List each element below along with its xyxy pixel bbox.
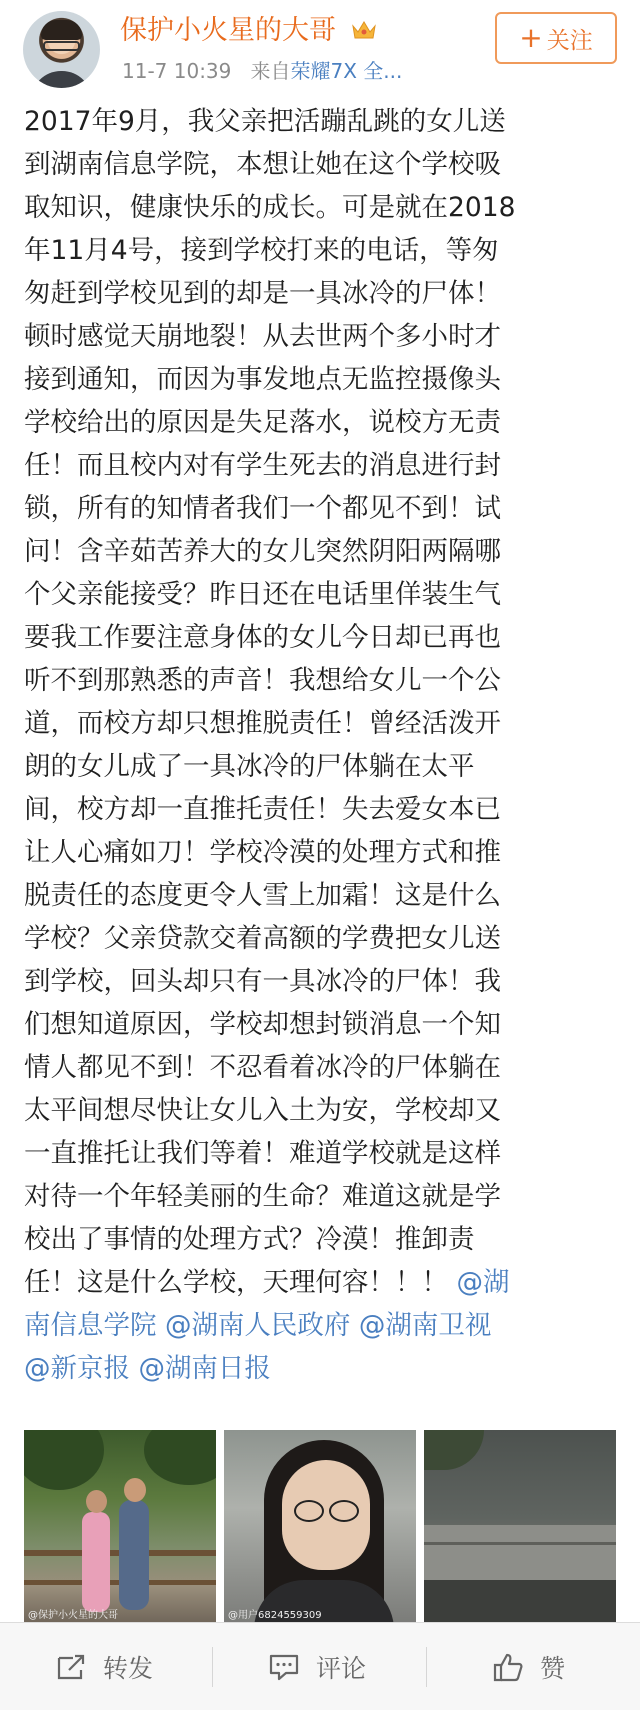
- post-line: 取知识，健康快乐的成长。可是就在2018: [24, 192, 516, 223]
- post-line: 间，校方却一直推托责任！失去爱女本已: [24, 794, 501, 825]
- post-body: [24, 100, 620, 1390]
- thumbs-up-icon: [492, 1652, 524, 1682]
- photo-grid: [24, 1430, 616, 1625]
- avatar-glasses: [43, 41, 80, 51]
- like-label: 赞: [540, 1654, 566, 1683]
- comment-label: 评论: [316, 1654, 367, 1683]
- divider: [426, 1647, 427, 1687]
- username[interactable]: [120, 8, 377, 47]
- stone-wall: [424, 1525, 616, 1580]
- post-header: [0, 0, 640, 100]
- photo-watermark: @保护小火星的大哥: [28, 1610, 118, 1621]
- mention-link[interactable]: @湖南日报: [138, 1353, 271, 1384]
- post-timestamp: 11-7 10:39: [122, 59, 232, 83]
- post-line: 一直推托让我们等着！难道学校就是这样: [24, 1138, 501, 1169]
- post-meta: [122, 55, 402, 84]
- post-line: [24, 1304, 620, 1347]
- vip-crown-icon: [351, 18, 377, 42]
- post-line: 校出了事情的处理方式？冷漠！推卸责: [24, 1224, 475, 1255]
- post-line: 让人心痛如刀！学校冷漠的处理方式和推: [24, 837, 501, 868]
- follow-label: 关注: [546, 27, 593, 54]
- post-line: 任！而且校内对有学生死去的消息进行封: [24, 450, 501, 481]
- post-line: 顿时感觉天崩地裂！从去世两个多小时才: [24, 321, 501, 352]
- repost-button[interactable]: [55, 1623, 153, 1710]
- post-line: 学校给出的原因是失足落水，说校方无责: [24, 407, 501, 438]
- repost-icon: [55, 1652, 87, 1682]
- post-line: 2017年9月，我父亲把活蹦乱跳的女儿送: [24, 106, 506, 137]
- post-line: [24, 1347, 620, 1390]
- post-line: 情人都见不到！不忍看着冰冷的尸体躺在: [24, 1052, 501, 1083]
- post-text: 任！这是什么学校，天理何容！！！: [24, 1267, 448, 1298]
- post-line: 到湖南信息学院，本想让她在这个学校吸: [24, 149, 501, 180]
- avatar-hair: [41, 20, 82, 40]
- post-line: 匆赶到学校见到的却是一具冰冷的尸体！: [24, 278, 501, 309]
- device-link[interactable]: 荣耀7X 全...: [290, 59, 403, 83]
- username-text[interactable]: 保护小火星的大哥: [120, 15, 336, 46]
- post-line: 听不到那熟悉的声音！我想给女儿一个公: [24, 665, 501, 696]
- divider: [212, 1647, 213, 1687]
- follow-button[interactable]: [495, 12, 617, 64]
- foliage: [424, 1430, 484, 1470]
- repost-label: 转发: [103, 1654, 154, 1683]
- person-figure: [82, 1512, 110, 1612]
- post-line: 个父亲能接受？昨日还在电话里佯装生气: [24, 579, 501, 610]
- comment-button[interactable]: [268, 1623, 366, 1710]
- glasses-icon: [329, 1500, 359, 1522]
- post-line: 对待一个年轻美丽的生命？难道这就是学: [24, 1181, 501, 1212]
- post-line: 太平间想尽快让女儿入土为安，学校却又: [24, 1095, 501, 1126]
- post-line: 朗的女儿成了一具冰冷的尸体躺在太平: [24, 751, 475, 782]
- avatar-shirt: [31, 71, 92, 88]
- post-line: 锁，所有的知情者我们一个都见不到！试: [24, 493, 501, 524]
- water-area: [424, 1580, 616, 1625]
- post-line: 要我工作要注意身体的女儿今日却已再也: [24, 622, 501, 653]
- post-line: [24, 1261, 620, 1304]
- like-button[interactable]: [492, 1623, 565, 1710]
- mention-link[interactable]: @新京报: [24, 1353, 130, 1384]
- action-bar: [0, 1622, 640, 1710]
- mention-link[interactable]: @湖: [456, 1267, 510, 1298]
- person-figure: [119, 1500, 149, 1610]
- source-prefix: 来自: [250, 59, 291, 83]
- photo-thumbnail[interactable]: [424, 1430, 616, 1625]
- photo-thumbnail[interactable]: [224, 1430, 416, 1625]
- post-line: 学校？父亲贷款交着高额的学费把女儿送: [24, 923, 501, 954]
- plus-icon: +: [519, 20, 543, 54]
- post-line: 脱责任的态度更令人雪上加霜！这是什么: [24, 880, 501, 911]
- photo-thumbnail[interactable]: [24, 1430, 216, 1625]
- post-line: 们想知道原因，学校却想封锁消息一个知: [24, 1009, 501, 1040]
- post-line: 到学校，回头却只有一具冰冷的尸体！我: [24, 966, 501, 997]
- comment-icon: [268, 1652, 300, 1682]
- mention-link[interactable]: @湖南人民政府: [164, 1310, 351, 1341]
- post-line: 年11月4号，接到学校打来的电话，等匆: [24, 235, 499, 266]
- mention-link[interactable]: @湖南卫视: [358, 1310, 492, 1341]
- photo-watermark: @用户6824559309: [228, 1610, 322, 1621]
- stone-wall-edge: [424, 1542, 616, 1545]
- mention-link[interactable]: 南信息学院: [24, 1310, 157, 1341]
- post-line: 问！含辛茹苦养大的女儿突然阴阳两隔哪: [24, 536, 501, 567]
- user-avatar[interactable]: [23, 11, 100, 88]
- glasses-icon: [294, 1500, 324, 1522]
- post-line: 接到通知，而因为事发地点无监控摄像头: [24, 364, 501, 395]
- post-line: 道，而校方却只想推脱责任！曾经活泼开: [24, 708, 501, 739]
